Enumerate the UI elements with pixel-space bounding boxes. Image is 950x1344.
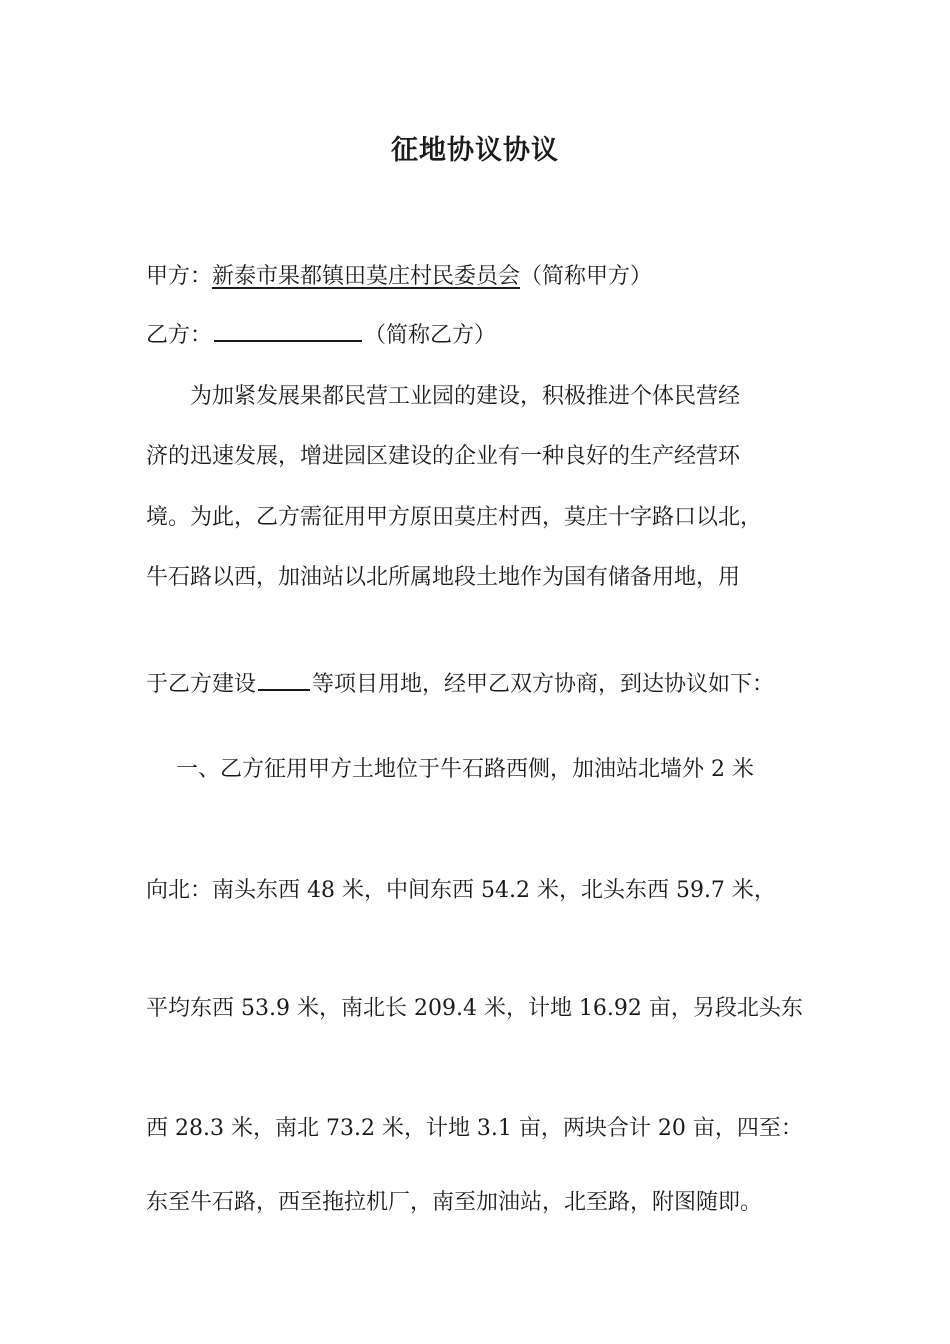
clause-line: 东至牛石路，西至拖拉机厂，南至加油站，北至路，附图随即。 bbox=[146, 1190, 763, 1215]
paragraph-text: 于乙方建设 bbox=[146, 672, 257, 697]
party-a-label: 甲方： bbox=[146, 264, 213, 289]
paragraph-text: 等项目用地，经甲乙双方协商，到达协议如下： bbox=[312, 672, 775, 697]
paragraph-line: 牛石路以西，加油站以北所属地段土地作为国有储备用地，用 bbox=[146, 565, 741, 590]
clause-line: 向北：南头东西 48 米，中间东西 54.2 米，北头东西 59.7 米， bbox=[146, 878, 776, 903]
clause-line: 西 28.3 米，南北 73.2 米，计地 3.1 亩，两块合计 20 亩，四至： bbox=[146, 1116, 803, 1141]
document-title: 征地协议协议 bbox=[391, 135, 559, 166]
party-a-line bbox=[146, 262, 652, 292]
party-b-line bbox=[146, 320, 496, 351]
paragraph-line bbox=[146, 669, 774, 700]
paragraph-line: 境。为此，乙方需征用甲方原田莫庄村西，莫庄十字路口以北， bbox=[146, 505, 763, 530]
project-blank bbox=[258, 669, 310, 691]
paragraph-line: 为加紧发展果都民营工业园的建设，积极推进个体民营经 bbox=[190, 384, 741, 409]
party-b-blank bbox=[214, 320, 362, 342]
party-a-suffix: （简称甲方） bbox=[520, 264, 653, 289]
paragraph-line: 济的迅速发展，增进园区建设的企业有一种良好的生产经营环 bbox=[146, 444, 741, 469]
party-a-name: 新泰市果都镇田莫庄村民委员会 bbox=[212, 264, 521, 289]
clause-line: 一、乙方征用甲方土地位于牛石路西侧，加油站北墙外 2 米 bbox=[176, 757, 754, 782]
clause-line: 平均东西 53.9 米，南北长 209.4 米，计地 16.92 亩，另段北头东 bbox=[146, 996, 803, 1021]
party-b-label: 乙方： bbox=[146, 323, 213, 348]
party-b-suffix: （简称乙方） bbox=[364, 323, 497, 348]
